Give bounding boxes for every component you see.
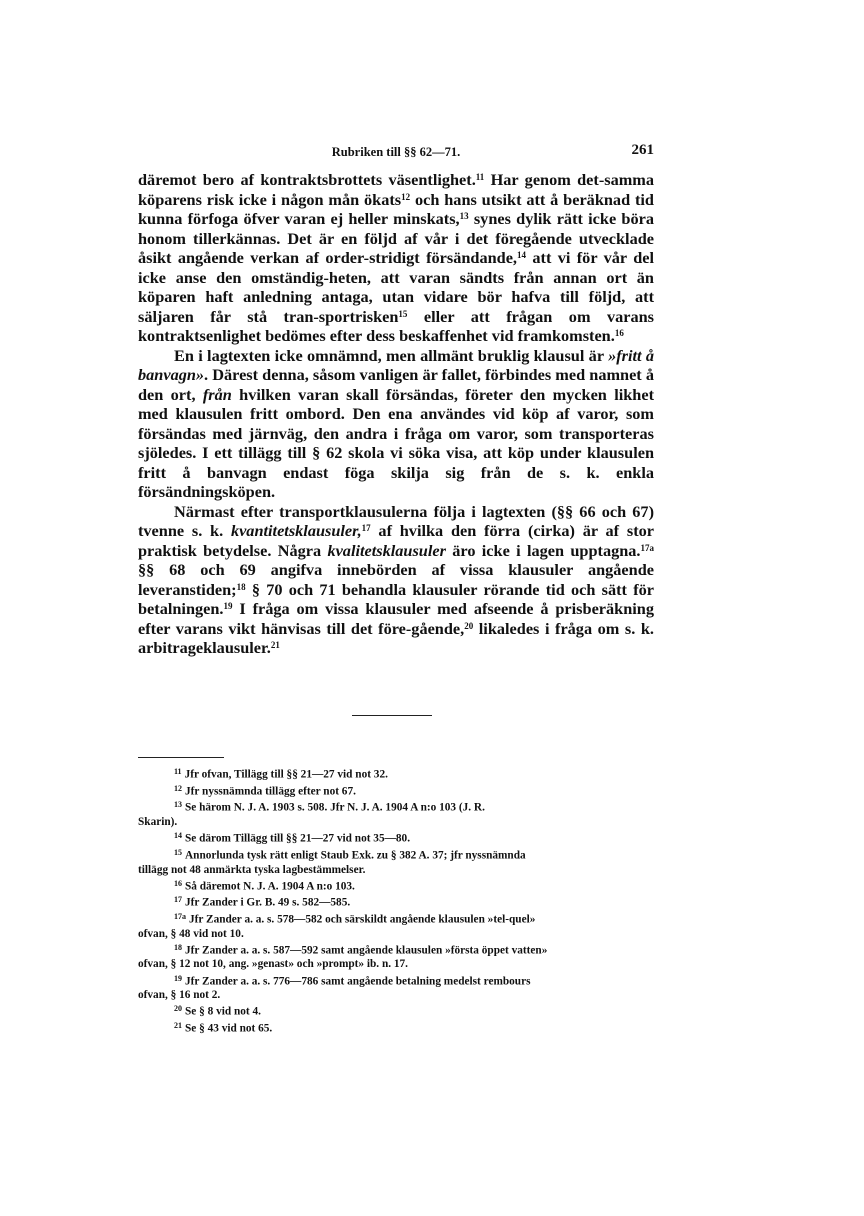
- footnote-text: Jfr ofvan, Tillägg till §§ 21—27 vid not 32.: [184, 768, 388, 781]
- footnote: [138, 972, 654, 1003]
- footnote-line: [138, 972, 654, 989]
- footnote-ref: 15: [398, 308, 408, 319]
- footnote-ref: 21: [270, 640, 280, 651]
- footnote-text: Jfr Zander a. a. s. 776—786 samt angående betalning medelst rembours: [185, 975, 531, 988]
- text-run: och hans utsikt att å beräknad tid kunna förfoga öfver varan ej heller minskats,: [138, 189, 654, 228]
- running-head: [138, 142, 654, 162]
- footnote: [138, 1019, 654, 1036]
- footnote-ref: 12: [401, 191, 411, 202]
- footnote-line: [138, 815, 654, 829]
- footnote-ref: 17a: [640, 542, 654, 553]
- footnote-text: Se därom Tillägg till §§ 21—27 vid not 35—80.: [185, 832, 411, 845]
- footnote-text: Jfr Zander a. a. s. 578—582 och särskildt angående klausulen »tel-quel»: [189, 913, 536, 926]
- footnote-number: 20: [174, 1004, 182, 1014]
- footnote: [138, 765, 654, 782]
- footnote-text: ofvan, § 12 not 10, ang. »genast» och »prompt» ib. n. 17.: [138, 958, 409, 971]
- footnote-line: [138, 1019, 654, 1036]
- running-title: Rubriken till §§ 62—71.: [331, 145, 461, 159]
- footnote-ref: 18: [236, 581, 246, 592]
- footnote-text: Skarin).: [138, 816, 178, 829]
- text-run: af hvilka den förra (cirka) är af stor praktisk betydelse. Några: [138, 521, 654, 560]
- footnote-text: ofvan, § 48 vid not 10.: [138, 927, 244, 940]
- text-run: däremot bero af kontraktsbrottets väsentlighet.: [138, 170, 476, 189]
- footnote-line: [138, 1002, 654, 1019]
- footnote-text: Se § 43 vid not 65.: [185, 1022, 273, 1035]
- footnote: [138, 1002, 654, 1019]
- main-text: [138, 170, 654, 658]
- footnote: [138, 798, 654, 829]
- italic-term: »fritt å banvagn»: [138, 345, 654, 384]
- footnote-text: Annorlunda tysk rätt enligt Staub Exk. zu § 382 A. 37; jfr nyssnämnda: [185, 849, 526, 862]
- footnote: [138, 829, 654, 846]
- footnote-ref: 19: [223, 601, 233, 612]
- italic-term: från: [202, 384, 232, 404]
- italic-term: kvantitetsklausuler,: [230, 521, 362, 540]
- footnotes: [138, 765, 654, 1036]
- italic-term: kvalitetsklausuler: [327, 540, 446, 560]
- text-run: synes dylik rätt icke böra honom tillerkännas. Det är en följd af vår i det föregående utvecklade åsikt angående verkan af order-stridigt försändande,: [138, 209, 654, 267]
- footnote: [138, 782, 654, 799]
- footnote-ref: 14: [517, 250, 527, 261]
- footnote-text: tillägg not 48 anmärkta tyska lagbestämmelser.: [138, 863, 366, 876]
- text-run: En i lagtexten icke omnämnd, men allmänt bruklig klausul är: [174, 345, 609, 365]
- footnote: [138, 910, 654, 941]
- footnote-number: 17a: [174, 912, 186, 921]
- text-run: äro icke i lagen upptagna.: [445, 540, 641, 560]
- footnote-number: 17: [174, 895, 182, 905]
- footnote-text: Jfr Zander i Gr. B. 49 s. 582—585.: [185, 896, 351, 909]
- footnote-number: 12: [174, 783, 182, 793]
- footnote-text: Se § 8 vid not 4.: [185, 1005, 261, 1018]
- footnote-number: 11: [174, 767, 182, 776]
- footnote-line: [138, 863, 654, 877]
- footnote-ref: 13: [459, 211, 469, 222]
- footnote-line: [138, 782, 654, 799]
- footnote: [138, 893, 654, 910]
- footnote-text: Se härom N. J. A. 1903 s. 508. Jfr N. J. A. 1904 A n:o 103 (J. R.: [185, 801, 485, 814]
- page-number: 261: [631, 142, 654, 158]
- footnote-divider: [138, 757, 224, 758]
- paragraph-1: [138, 170, 654, 346]
- text-run: Närmast efter transportklausulerna följa i lagtexten (§§ 66 och 67) tvenne s. k.: [138, 501, 654, 540]
- text-run: eller att frågan om varans kontraktsenlighet bedömes efter dess beskaffenhet vid framkomsten.: [138, 306, 654, 345]
- paragraph-2: [138, 346, 654, 502]
- text-run: . Därest denna, såsom vanligen är fallet, förbindes med namnet å den ort,: [138, 365, 654, 404]
- text-run: hvilken varan skall försändas, företer den mycken likhet med klausulen fritt ombord. Den ena användes vid köp af varor, som försändas med järnväg, den andra i fråga om varor, som transporteras sjöledes. I ett tillägg till § 62 skola vi söka visa, att köp under klausulen fritt å banvagn endast föga skilja sig från de s. k. enkla försändningsköpen.: [138, 384, 654, 501]
- section-divider: [352, 715, 432, 716]
- footnote-ref: 17: [361, 523, 371, 534]
- footnote-line: [138, 877, 654, 894]
- footnote-text: ofvan, § 16 not 2.: [138, 989, 221, 1002]
- footnote-number: 21: [174, 1021, 182, 1031]
- footnote-ref: 20: [464, 620, 474, 631]
- footnote-line: [138, 927, 654, 941]
- footnote-line: [138, 910, 654, 927]
- text-run: I fråga om vissa klausuler med afseende å prisberäkning efter varans vikt hänvisas till det före-gående,: [138, 599, 654, 638]
- text-run: Har genom det-samma köparens risk icke i någon mån ökats: [138, 170, 654, 209]
- footnote-line: [138, 829, 654, 846]
- footnote-text: Så däremot N. J. A. 1904 A n:o 103.: [185, 880, 355, 893]
- footnote: [138, 877, 654, 894]
- footnote-line: [138, 957, 654, 971]
- text-run: att vi för vår del icke anse den omständig-heten, att varan sändts från annan ort än köparen haft anledning antaga, utan vidare bör hafva till följd, att säljaren får stå tran-sportrisken: [138, 248, 654, 326]
- footnote: [138, 941, 654, 972]
- paragraph-3: [138, 502, 654, 658]
- text-run: §§ 68 och 69 angifva innebörden af vissa klausuler angående leveranstiden;: [138, 560, 654, 599]
- footnote-number: 16: [174, 878, 182, 888]
- text-run: § 70 och 71 behandla klausuler rörande tid och sätt för betalningen.: [138, 579, 654, 618]
- footnote-line: [138, 846, 654, 863]
- footnote-line: [138, 798, 654, 815]
- footnote-line: [138, 893, 654, 910]
- footnote-number: 13: [174, 800, 182, 810]
- footnote: [138, 846, 654, 877]
- footnote-line: [138, 765, 654, 782]
- footnote-number: 15: [174, 847, 182, 857]
- footnote-text: Jfr nyssnämnda tillägg efter not 67.: [185, 785, 356, 798]
- text-run: likaledes i fråga om s. k. arbitrageklausuler.: [138, 618, 654, 657]
- footnote-number: 18: [174, 942, 182, 952]
- footnote-ref: 16: [614, 328, 624, 339]
- footnote-text: Jfr Zander a. a. s. 587—592 samt angående klausulen »första öppet vatten»: [185, 944, 548, 957]
- footnote-number: 14: [174, 831, 182, 841]
- footnote-ref: 11: [475, 172, 485, 183]
- footnote-number: 19: [174, 973, 182, 983]
- footnote-line: [138, 941, 654, 958]
- footnote-line: [138, 988, 654, 1002]
